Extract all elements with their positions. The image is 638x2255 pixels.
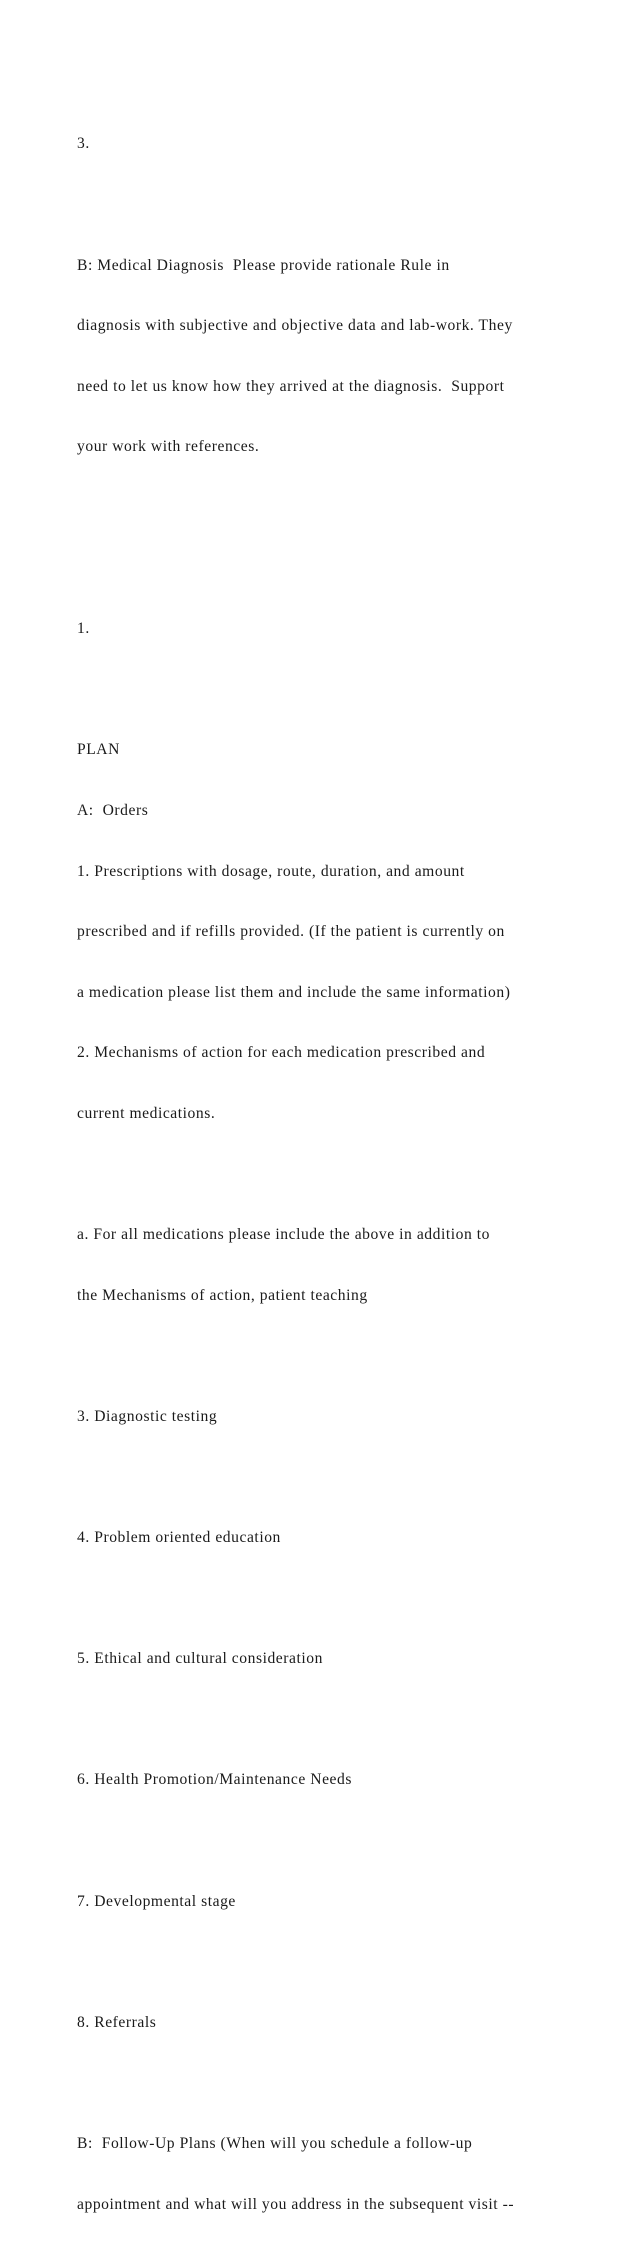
text-line: 3.: [77, 135, 90, 153]
text-line: [77, 680, 617, 700]
text-line: [77, 1346, 617, 1366]
text-line: need to let us know how they arrived at the diagnosis. Support: [77, 377, 505, 395]
text-line: 2. Mechanisms of action for each medication prescribed and: [77, 1044, 486, 1062]
document-body: [77, 94, 617, 2255]
text-line: [77, 1710, 617, 1730]
text-line: [77, 498, 617, 518]
text-line: your work with references.: [77, 438, 260, 456]
text-line: 1. Prescriptions with dosage, route, duration, and amount: [77, 862, 465, 880]
text-line: 5. Ethical and cultural consideration: [77, 1650, 323, 1668]
text-line: 3. Diagnostic testing: [77, 1407, 218, 1425]
text-line: 6. Health Promotion/Maintenance Needs: [77, 1771, 352, 1789]
text-line: [77, 195, 617, 215]
text-line: [77, 1589, 617, 1609]
text-line: 1.: [77, 620, 90, 638]
text-line: a medication please list them and include the same information): [77, 983, 511, 1001]
text-line: A: Orders: [77, 801, 149, 819]
text-line: [77, 1831, 617, 1851]
text-line: [77, 1165, 617, 1185]
text-line: appointment and what will you address in the subsequent visit --: [77, 2195, 515, 2213]
text-line: [77, 2073, 617, 2093]
text-line: B: Follow-Up Plans (When will you schedule a follow-up: [77, 2135, 473, 2152]
text-line: prescribed and if refills provided. (If the patient is currently on: [77, 923, 505, 941]
text-line: [77, 1952, 617, 1972]
text-line: a. For all medications please include the above in addition to: [77, 1226, 491, 1244]
text-line: 4. Problem oriented education: [77, 1529, 281, 1547]
text-line: 8. Referrals: [77, 2013, 157, 2031]
text-line: diagnosis with subjective and objective data and lab-work. They: [77, 317, 513, 335]
text-line: PLAN: [77, 741, 120, 759]
text-line: 7. Developmental stage: [77, 1892, 236, 1910]
text-line: current medications.: [77, 1104, 216, 1122]
text-line: B: Medical Diagnosis Please provide rationale Rule in: [77, 256, 450, 274]
text-line: [77, 559, 617, 579]
text-line: the Mechanisms of action, patient teaching: [77, 1286, 368, 1304]
text-line: [77, 1467, 617, 1487]
